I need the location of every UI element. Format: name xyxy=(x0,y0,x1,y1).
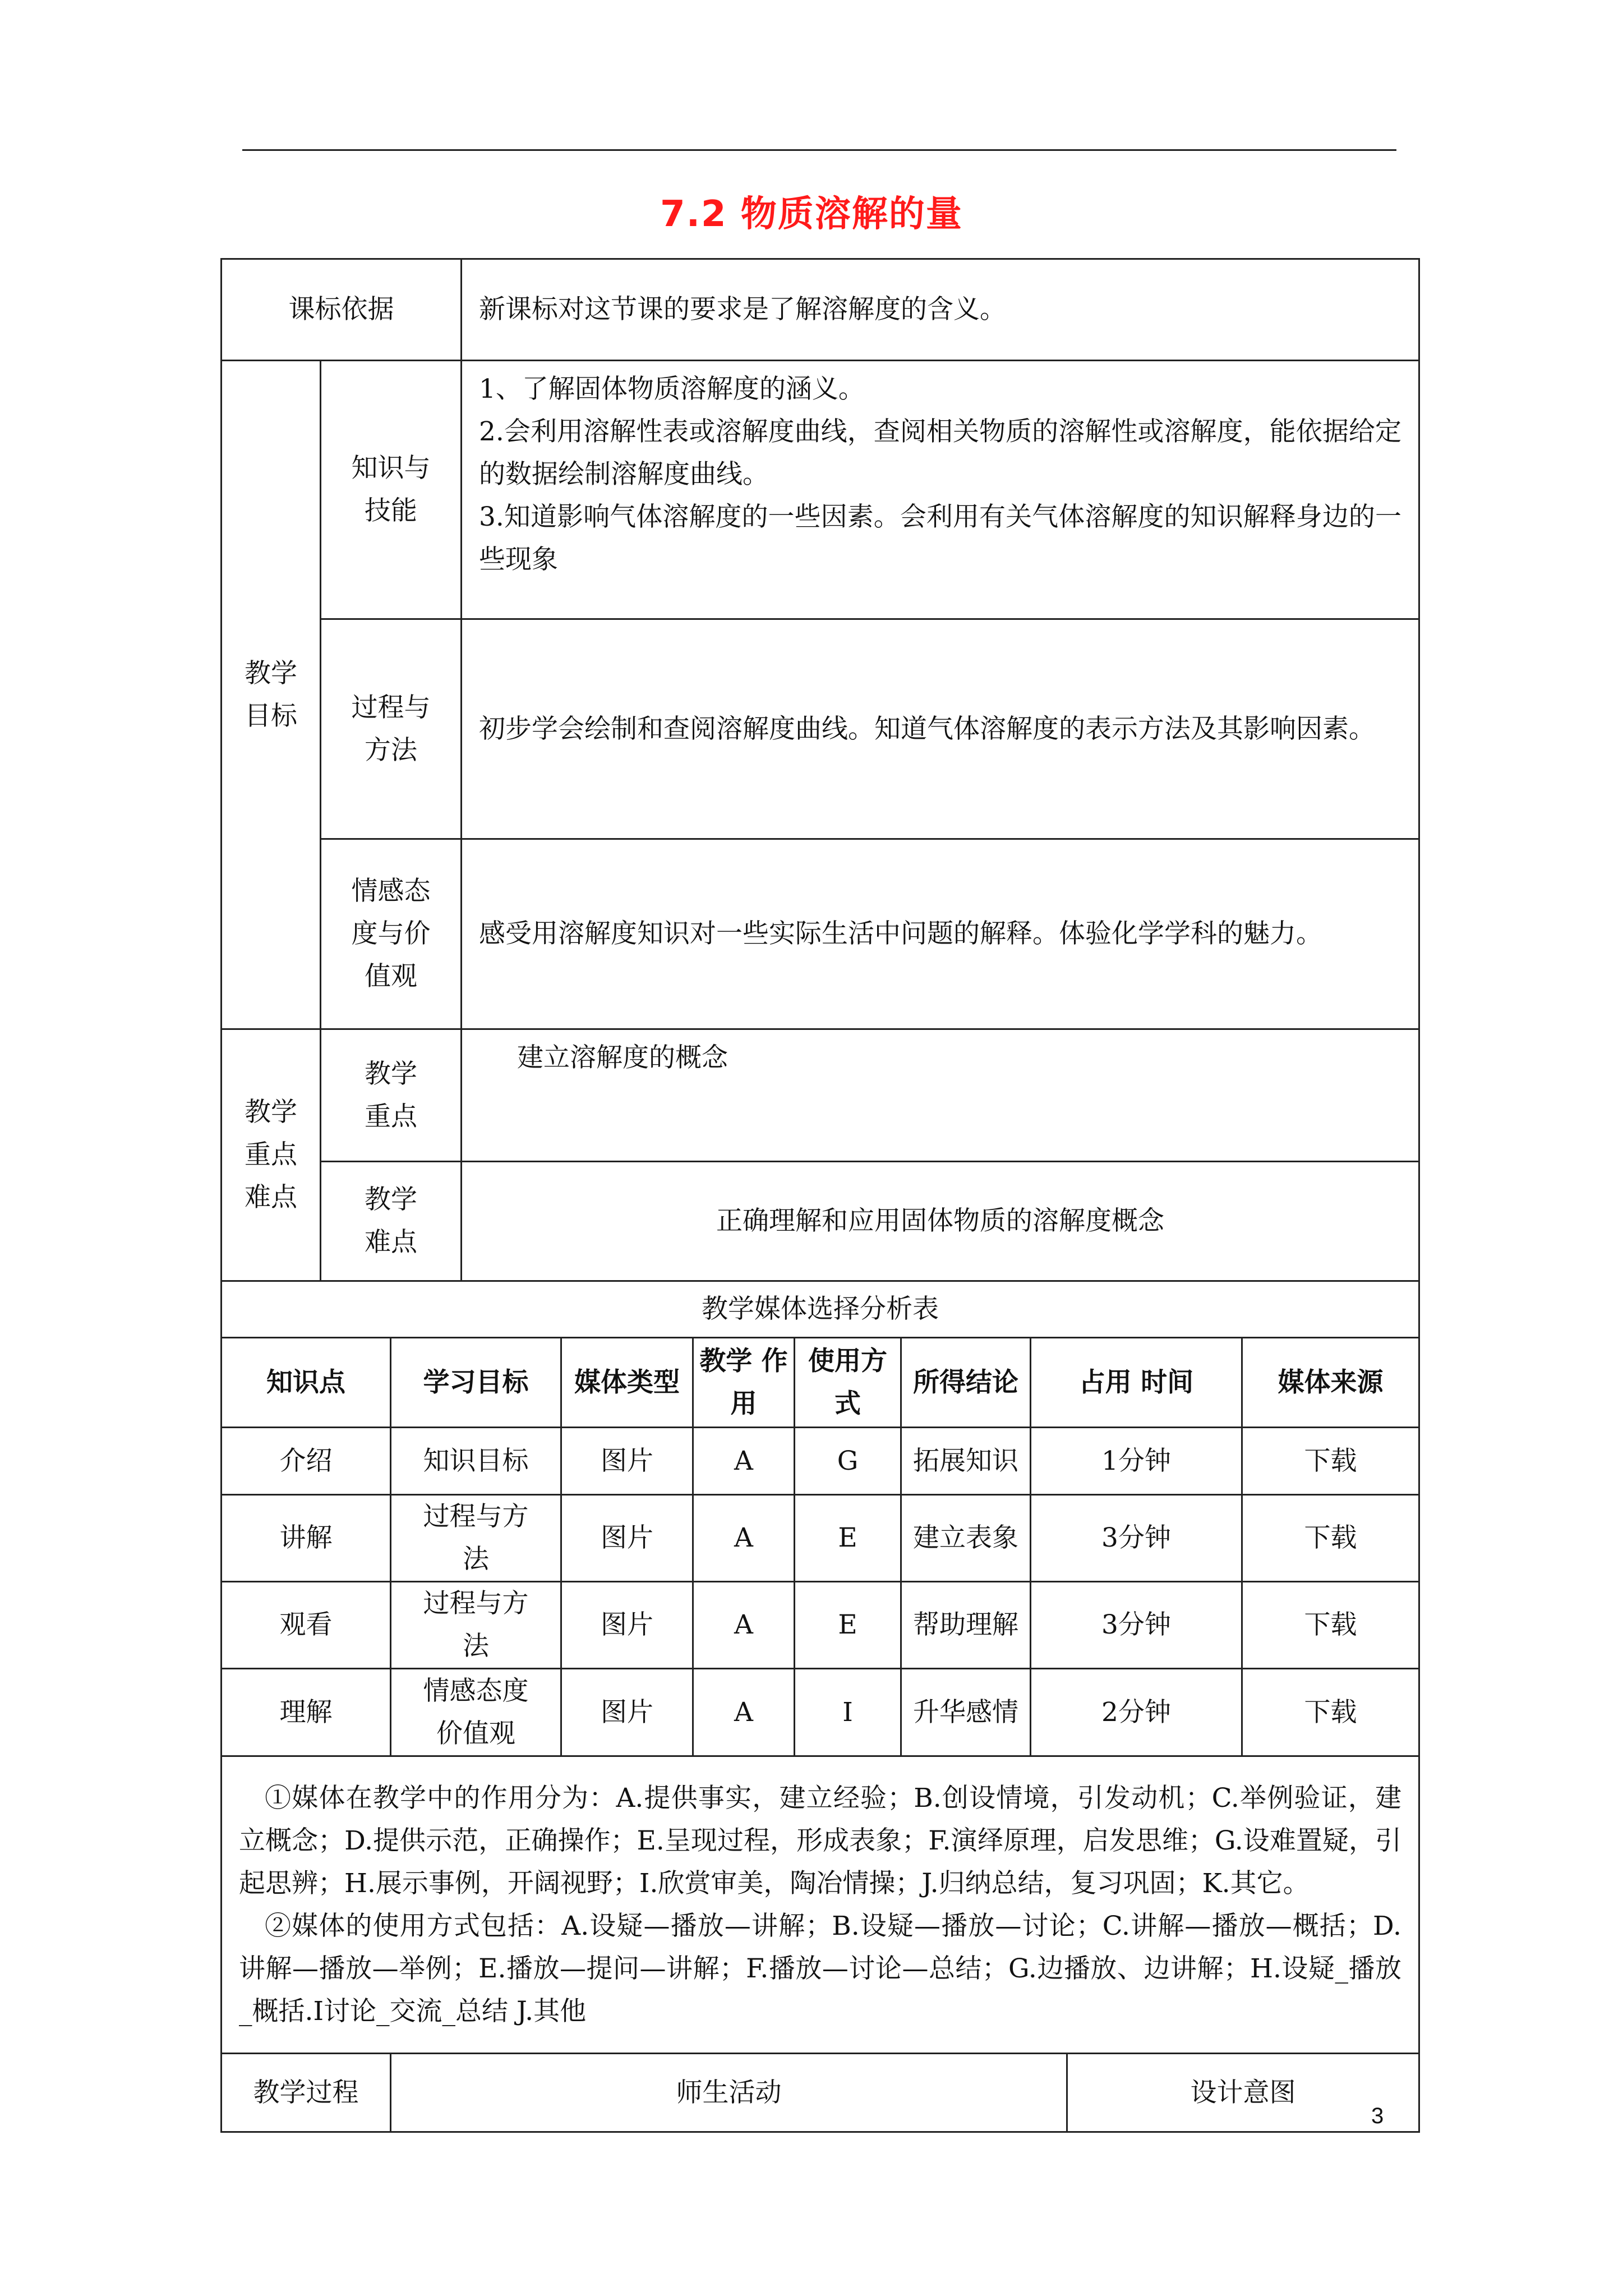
media-cell: 图片 xyxy=(561,1495,693,1582)
media-cell: 图片 xyxy=(561,1428,693,1495)
difficulty-text: 正确理解和应用固体物质的溶解度概念 xyxy=(462,1162,1419,1281)
media-header-cell: 媒体来源 xyxy=(1242,1338,1419,1428)
media-header-cell: 知识点 xyxy=(222,1338,391,1428)
media-cell: 观看 xyxy=(222,1582,391,1669)
media-cell: 过程与方法 xyxy=(391,1582,561,1669)
process-text: 初步学会绘制和查阅溶解度曲线。知道气体溶解度的表示方法及其影响因素。 xyxy=(462,619,1419,839)
media-cell: 建立表象 xyxy=(901,1495,1031,1582)
media-title-row xyxy=(222,1281,1419,1338)
media-header-row xyxy=(222,1338,1419,1428)
knowledge-item: 2.会利用溶解性表或溶解度曲线，查阅相关物质的溶解性或溶解度，能依据给定的数据绘制溶解度曲线。 xyxy=(479,416,1401,490)
process-header-cell: 设计意图 xyxy=(1067,2054,1419,2132)
page-number: 3 xyxy=(1371,2104,1384,2128)
basis-label: 课标依据 xyxy=(222,259,462,361)
objective-process-row xyxy=(222,619,1419,839)
basis-text: 新课标对这节课的要求是了解溶解度的含义。 xyxy=(462,259,1419,361)
objectives-label: 教学 目标 xyxy=(222,361,321,1029)
header-rule xyxy=(242,149,1396,151)
media-cell: 下载 xyxy=(1242,1669,1419,1756)
media-row xyxy=(222,1669,1419,1756)
media-cell: 下载 xyxy=(1242,1428,1419,1495)
focus-label: 教学 重点 xyxy=(321,1029,462,1162)
media-cell: I xyxy=(795,1669,901,1756)
page-title: 7.2 物质溶解的量 xyxy=(660,194,963,235)
media-header-cell: 教学 作用 xyxy=(693,1338,795,1428)
process-header-row xyxy=(222,2054,1419,2132)
media-row xyxy=(222,1495,1419,1582)
knowledge-text xyxy=(462,361,1419,619)
lesson-plan-table xyxy=(220,258,1420,2133)
knowledge-item: 3.知道影响气体溶解度的一些因素。会利用有关气体溶解度的知识解释身边的一些现象 xyxy=(479,501,1401,575)
media-cell: 帮助理解 xyxy=(901,1582,1031,1669)
media-header-cell: 媒体类型 xyxy=(561,1338,693,1428)
media-notes xyxy=(222,1756,1419,2054)
media-cell: 图片 xyxy=(561,1669,693,1756)
media-cell: 3分钟 xyxy=(1031,1495,1242,1582)
emotion-text: 感受用溶解度知识对一些实际生活中问题的解释。体验化学学科的魅力。 xyxy=(462,839,1419,1029)
media-cell: 图片 xyxy=(561,1582,693,1669)
objective-knowledge-row xyxy=(222,361,1419,619)
process-label: 过程与 方法 xyxy=(321,619,462,839)
media-cell: A xyxy=(693,1428,795,1495)
knowledge-item: 1、了解固体物质溶解度的涵义。 xyxy=(479,374,865,404)
media-cell: E xyxy=(795,1582,901,1669)
media-cell: 2分钟 xyxy=(1031,1669,1242,1756)
focus-text: 建立溶解度的概念 xyxy=(462,1029,1419,1162)
media-row xyxy=(222,1582,1419,1669)
process-header-cell: 教学过程 xyxy=(222,2054,391,2132)
media-table-title: 教学媒体选择分析表 xyxy=(222,1281,1419,1338)
media-header-cell: 使用方式 xyxy=(795,1338,901,1428)
media-note: ②媒体的使用方式包括：A.设疑—播放—讲解；B.设疑—播放—讨论；C.讲解—播放—概括；D.讲解—播放—举例；E.播放—提问—讲解；F.播放—讨论—总结；G.边播放、边讲解；H.设疑_播放_概括.I讨论_交流_总结 J.其他 xyxy=(239,1910,1401,2027)
media-cell: 1分钟 xyxy=(1031,1428,1242,1495)
emotion-label: 情感态 度与价 值观 xyxy=(321,839,462,1029)
media-cell: A xyxy=(693,1495,795,1582)
media-row xyxy=(222,1428,1419,1495)
media-cell: 升华感情 xyxy=(901,1669,1031,1756)
process-header-cell: 师生活动 xyxy=(391,2054,1067,2132)
media-cell: A xyxy=(693,1582,795,1669)
media-cell: 知识目标 xyxy=(391,1428,561,1495)
difficulty-row xyxy=(222,1162,1419,1281)
media-cell: 3分钟 xyxy=(1031,1582,1242,1669)
focus-row xyxy=(222,1029,1419,1162)
key-points-label: 教学 重点 难点 xyxy=(222,1029,321,1281)
media-cell: 情感态度价值观 xyxy=(391,1669,561,1756)
basis-row xyxy=(222,259,1419,361)
difficulty-label: 教学 难点 xyxy=(321,1162,462,1281)
media-notes-row xyxy=(222,1756,1419,2054)
media-cell: 过程与方法 xyxy=(391,1495,561,1582)
media-cell: 拓展知识 xyxy=(901,1428,1031,1495)
media-cell: G xyxy=(795,1428,901,1495)
media-cell: 介绍 xyxy=(222,1428,391,1495)
media-note: ①媒体在教学中的作用分为：A.提供事实，建立经验；B.创设情境，引发动机；C.举例验证，建立概念；D.提供示范，正确操作；E.呈现过程，形成表象；F.演绎原理，启发思维；G.设难置疑，引起思辨；H.展示事例，开阔视野；I.欣赏审美，陶冶情操；J.归纳总结，复习巩固；K.其它。 xyxy=(239,1782,1401,1899)
media-cell: A xyxy=(693,1669,795,1756)
media-cell: 讲解 xyxy=(222,1495,391,1582)
media-header-cell: 所得结论 xyxy=(901,1338,1031,1428)
media-cell: 下载 xyxy=(1242,1582,1419,1669)
media-cell: 理解 xyxy=(222,1669,391,1756)
objective-emotion-row xyxy=(222,839,1419,1029)
media-cell: 下载 xyxy=(1242,1495,1419,1582)
media-header-cell: 占用 时间 xyxy=(1031,1338,1242,1428)
knowledge-label: 知识与 技能 xyxy=(321,361,462,619)
media-cell: E xyxy=(795,1495,901,1582)
media-header-cell: 学习目标 xyxy=(391,1338,561,1428)
